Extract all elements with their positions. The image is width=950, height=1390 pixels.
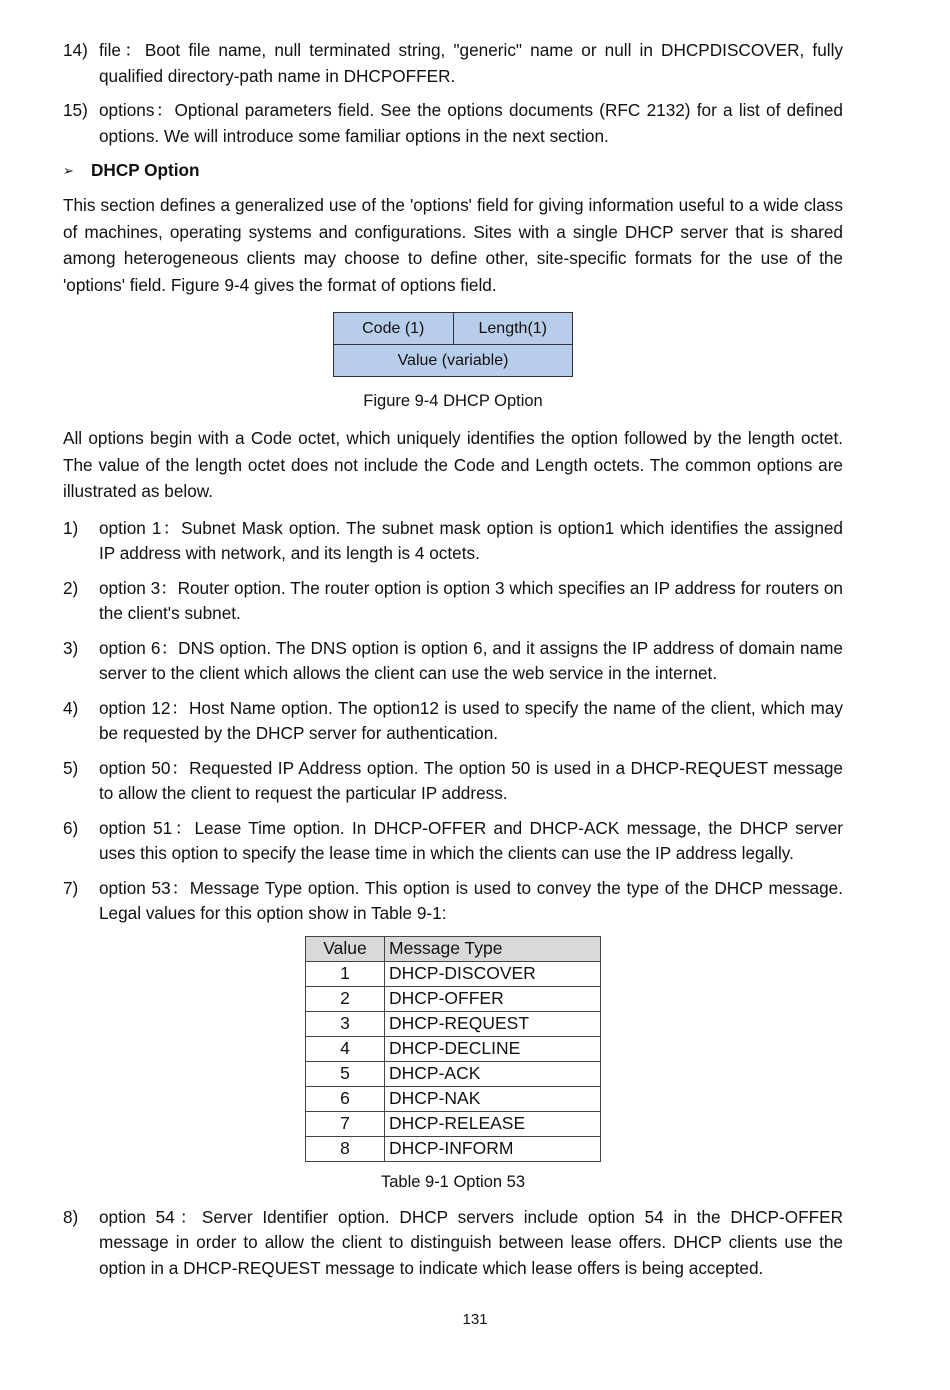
column-header-message-type: Message Type bbox=[385, 936, 601, 961]
list-item bbox=[63, 1205, 843, 1282]
item-number: 4) bbox=[63, 697, 79, 718]
item-number: 6) bbox=[63, 817, 79, 838]
cell-message-type: DHCP-DECLINE bbox=[385, 1036, 601, 1061]
list-item bbox=[63, 636, 843, 687]
cell-value: 4 bbox=[306, 1036, 385, 1061]
item-text: option 1：Subnet Mask option. The subnet mask option is option1 which identifies the assigned IP address with network, and its length is 4 octets. bbox=[99, 517, 843, 563]
table-row bbox=[306, 1011, 601, 1036]
cell-value: 6 bbox=[306, 1086, 385, 1111]
table-row bbox=[306, 1036, 601, 1061]
table-row bbox=[306, 1136, 601, 1161]
list-item bbox=[63, 696, 843, 747]
message-type-table bbox=[305, 936, 601, 1162]
cell-value: 8 bbox=[306, 1136, 385, 1161]
cell-value: 1 bbox=[306, 961, 385, 986]
item-number: 1) bbox=[63, 517, 79, 538]
list-item bbox=[63, 816, 843, 867]
figure-caption: Figure 9-4 DHCP Option bbox=[363, 392, 543, 410]
options-intro-paragraph: All options begin with a Code octet, which uniquely identifies the option followed by the length octet. The value of the length octet does not include the Code and Length octets. The common options are illustrated as below. bbox=[63, 428, 843, 501]
item-number: 14) bbox=[63, 40, 88, 60]
table-row bbox=[306, 986, 601, 1011]
cell-message-type: DHCP-ACK bbox=[385, 1061, 601, 1086]
cell-message-type: DHCP-RELEASE bbox=[385, 1111, 601, 1136]
table-row bbox=[306, 1086, 601, 1111]
intro-paragraph: This section defines a generalized use of the 'options' field for giving information useful to a wide class of machines, operating systems and configurations. Sites with a single DHCP server that is shared among heterogeneous clients may choose to define other, site-specific formats for the use of the 'options' field. Figure 9-4 gives the format of options field. bbox=[63, 195, 843, 295]
arrow-bullet-icon: ➢ bbox=[63, 163, 74, 178]
figure-option-format bbox=[63, 312, 843, 412]
code-field: Code (1) bbox=[362, 319, 425, 337]
item-text: option 53：Message Type option. This option is used to convey the type of the DHCP message. Legal values for this option show in Table 9-1: bbox=[99, 877, 843, 923]
item-number: 15) bbox=[63, 100, 88, 120]
cell-message-type: DHCP-OFFER bbox=[385, 986, 601, 1011]
item-number: 7) bbox=[63, 877, 79, 898]
item-text: option 51：Lease Time option. In DHCP-OFFER and DHCP-ACK message, the DHCP server uses this option to specify the lease time in which the clients can use the IP address legally. bbox=[99, 817, 843, 863]
cell-message-type: DHCP-INFORM bbox=[385, 1136, 601, 1161]
table-row bbox=[306, 1061, 601, 1086]
document-page bbox=[63, 38, 843, 1290]
page-number: 131 bbox=[462, 1311, 488, 1328]
item-text: option 3：Router option. The router option is option 3 which specifies an IP address for routers on the client's subnet. bbox=[99, 577, 843, 623]
length-field: Length(1) bbox=[453, 313, 573, 344]
item-number: 2) bbox=[63, 577, 79, 598]
list-item bbox=[63, 756, 843, 807]
item-number: 5) bbox=[63, 757, 79, 778]
list-item bbox=[63, 876, 843, 927]
list-item bbox=[63, 576, 843, 627]
list-item bbox=[63, 516, 843, 567]
value-field: Value (variable) bbox=[397, 351, 509, 369]
cell-message-type: DHCP-REQUEST bbox=[385, 1011, 601, 1036]
table-option53 bbox=[63, 936, 843, 1193]
table-caption: Table 9-1 Option 53 bbox=[380, 1172, 525, 1191]
table-row bbox=[306, 961, 601, 986]
item-number: 3) bbox=[63, 637, 79, 658]
cell-value: 5 bbox=[306, 1061, 385, 1086]
column-header-value: Value bbox=[306, 936, 385, 961]
cell-value: 2 bbox=[306, 986, 385, 1011]
list-item bbox=[63, 98, 843, 149]
cell-value: 7 bbox=[306, 1111, 385, 1136]
item-text: option 12：Host Name option. The option12 is used to specify the name of the client, which may be requested by the DHCP server for authentication. bbox=[99, 697, 843, 743]
table-header-row bbox=[306, 936, 601, 961]
item-text: option 54：Server Identifier option. DHCP servers include option 54 in the DHCP-OFFER message in order to allow the client to distinguish between lease offers. DHCP clients use the option in a DHCP-REQUEST message to indicate which lease offers is being accepted. bbox=[99, 1206, 843, 1278]
section-title: DHCP Option bbox=[91, 160, 200, 180]
item-text: options：Optional parameters field. See the options documents (RFC 2132) for a list of defined options. We will introduce some familiar options in the next section. bbox=[99, 100, 843, 146]
list-item bbox=[63, 38, 843, 89]
cell-message-type: DHCP-NAK bbox=[385, 1086, 601, 1111]
item-text: option 6：DNS option. The DNS option is option 6, and it assigns the IP address of domain name server to the client which allows the client can use the web service in the internet. bbox=[99, 637, 843, 683]
item-text: file：Boot file name, null terminated string, "generic" name or null in DHCPDISCOVER, fully qualified directory-path name in DHCPOFFER. bbox=[99, 40, 843, 86]
cell-value: 3 bbox=[306, 1011, 385, 1036]
table-row bbox=[306, 1111, 601, 1136]
cell-message-type: DHCP-DISCOVER bbox=[385, 961, 601, 986]
item-text: option 50：Requested IP Address option. The option 50 is used in a DHCP-REQUEST message to allow the client to request the particular IP address. bbox=[99, 757, 843, 803]
section-heading bbox=[63, 158, 843, 183]
item-number: 8) bbox=[63, 1206, 79, 1227]
option-format-diagram bbox=[333, 312, 573, 377]
